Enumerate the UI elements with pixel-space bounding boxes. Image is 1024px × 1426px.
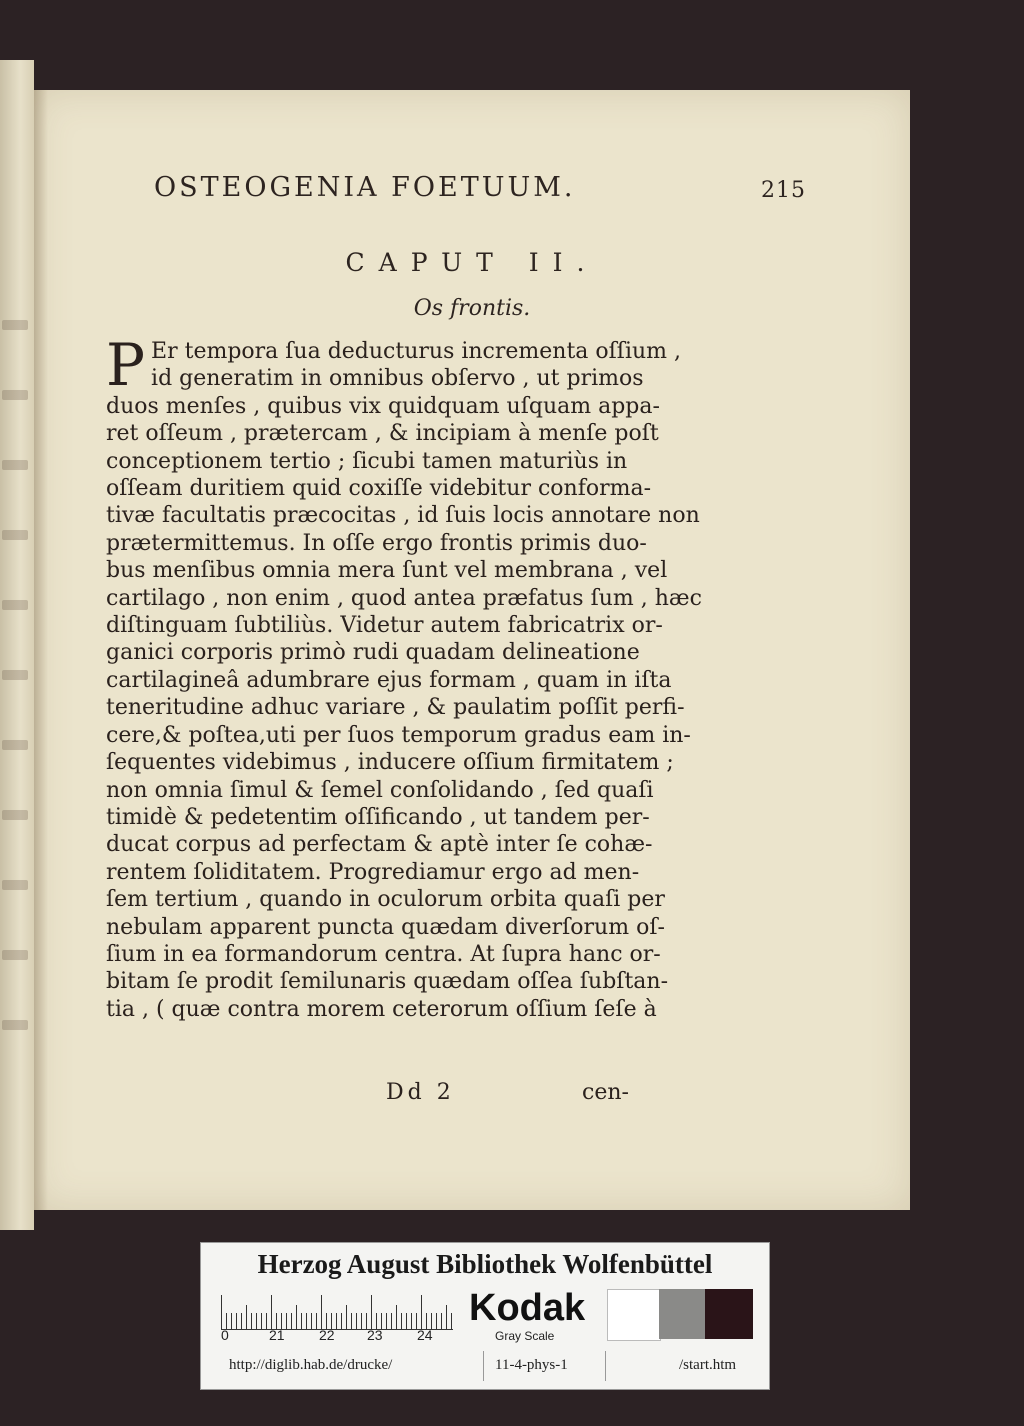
- text-line: prætermittemus. In oſſe ergo frontis primis duo-: [106, 530, 647, 556]
- color-calibration-bar: [200, 1242, 770, 1390]
- text-line: nebulam apparent puncta quædam diverſorum oſ-: [106, 914, 665, 940]
- text-line: tivæ facultatis præcocitas , id ſuis locis annotare non: [106, 503, 700, 529]
- text-line: rentem ſoliditatem. Progrediamur ergo ad men-: [106, 859, 640, 885]
- book-page: [34, 90, 910, 1210]
- text-line: ret oſſeum , prætercam , & incipiam à menſe poſt: [106, 421, 659, 447]
- text-line: ſem tertium , quando in oculorum orbita quaſi per: [106, 887, 665, 913]
- section-subtitle: Os frontis.: [413, 296, 531, 321]
- text-line: oſſeam duritiem quid coxiſſe videbitur conforma-: [106, 476, 652, 502]
- text-line: conceptionem tertio ; ſicubi tamen maturiùs in: [106, 448, 628, 474]
- ruler-tick: [221, 1295, 222, 1329]
- ruler-tick: [396, 1305, 397, 1329]
- text-line: ſium in ea formandorum centra. At ſupra hanc or-: [106, 941, 661, 967]
- ghost-text: [2, 810, 28, 820]
- drop-cap: P: [106, 331, 146, 399]
- text-line: bitam ſe prodit ſemilunaris quædam oſſea ſubſtan-: [106, 969, 669, 995]
- text-line: ganici corporis primò rudi quadam delineatione: [106, 640, 640, 666]
- library-name: Herzog August Bibliothek Wolfenbüttel: [257, 1249, 713, 1279]
- ghost-text: [2, 530, 28, 540]
- text-line: diſtinguam ſubtiliùs. Videtur autem fabricatrix or-: [106, 613, 663, 639]
- text-line: timidè & pedetentim oſſificando , ut tandem per-: [106, 804, 650, 830]
- swatch-white: [607, 1289, 661, 1341]
- gray-scale-label: Gray Scale: [495, 1329, 555, 1343]
- ruler-tick: [321, 1295, 322, 1329]
- catchword: cen-: [582, 1080, 629, 1105]
- text-line: ſequentes videbimus , inducere oſſium firmitatem ;: [106, 750, 674, 776]
- facing-page-edge: [0, 60, 34, 1230]
- text-line: id generatim in omnibus obſervo , ut primos: [151, 366, 644, 392]
- ghost-text: [2, 460, 28, 470]
- text-line: non omnia ſimul & ſemel conſolidando , ſed quaſi: [106, 777, 654, 803]
- page-number: 215: [761, 178, 806, 203]
- ghost-text: [2, 390, 28, 400]
- scale-ruler: [221, 1289, 453, 1330]
- body-text: [106, 331, 702, 1023]
- text-line: cartilago , non enim , quod antea præfatus ſum , hæc: [106, 585, 702, 611]
- running-head: [154, 172, 806, 203]
- swatch-gray: [659, 1289, 705, 1339]
- divider: [605, 1351, 606, 1381]
- ruler-label: 21: [269, 1327, 285, 1343]
- running-head-title: OSTEOGENIA FOETUUM.: [154, 172, 576, 203]
- ruler-tick: [421, 1295, 422, 1329]
- ghost-text: [2, 880, 28, 890]
- text-line: teneritudine adhuc variare , & paulatim poſſit perfi-: [106, 695, 685, 721]
- ruler-tick: [271, 1295, 272, 1329]
- ruler-tick: [371, 1295, 372, 1329]
- ghost-text: [2, 320, 28, 330]
- signature-mark: Dd 2: [386, 1080, 455, 1105]
- ghost-text: [2, 1020, 28, 1030]
- ghost-text: [2, 950, 28, 960]
- text-line: duos menſes , quibus vix quidquam uſquam appa-: [106, 393, 660, 419]
- url-base[interactable]: http://diglib.hab.de/drucke/: [229, 1357, 393, 1373]
- text-line: Er tempora ſua deducturus incrementa oſſium ,: [151, 339, 681, 364]
- text-line: cartilagineâ adumbrare ejus formam , quam in iſta: [106, 667, 672, 693]
- ghost-text: [2, 600, 28, 610]
- kodak-logo: Kodak: [469, 1287, 586, 1329]
- ruler-label: 23: [367, 1327, 383, 1343]
- ruler-labels: [221, 1327, 461, 1347]
- ruler-label: 22: [319, 1327, 335, 1343]
- ruler-label: 0: [221, 1327, 229, 1343]
- text-line: bus menſibus omnia mera ſunt vel membrana , vel: [106, 558, 668, 584]
- ruler-tick: [296, 1305, 297, 1329]
- text-line: tia , ( quæ contra morem ceterorum oſſium ſeſe à: [106, 996, 657, 1022]
- url-signature[interactable]: 11-4-phys-1: [495, 1357, 568, 1373]
- url-start[interactable]: /start.htm: [679, 1357, 737, 1373]
- text-line: ducat corpus ad perfectam & aptè inter ſe cohæ-: [106, 832, 653, 858]
- text-line: cere,& poſtea,uti per ſuos temporum gradus eam in-: [106, 722, 691, 748]
- ghost-text: [2, 740, 28, 750]
- swatch-dark: [705, 1289, 753, 1339]
- ruler-tick: [246, 1305, 247, 1329]
- chapter-heading: CAPUT II.: [345, 248, 599, 277]
- ghost-text: [2, 670, 28, 680]
- ruler-tick: [346, 1305, 347, 1329]
- divider: [483, 1351, 484, 1381]
- ruler-label: 24: [417, 1327, 433, 1343]
- ruler-tick: [446, 1305, 447, 1329]
